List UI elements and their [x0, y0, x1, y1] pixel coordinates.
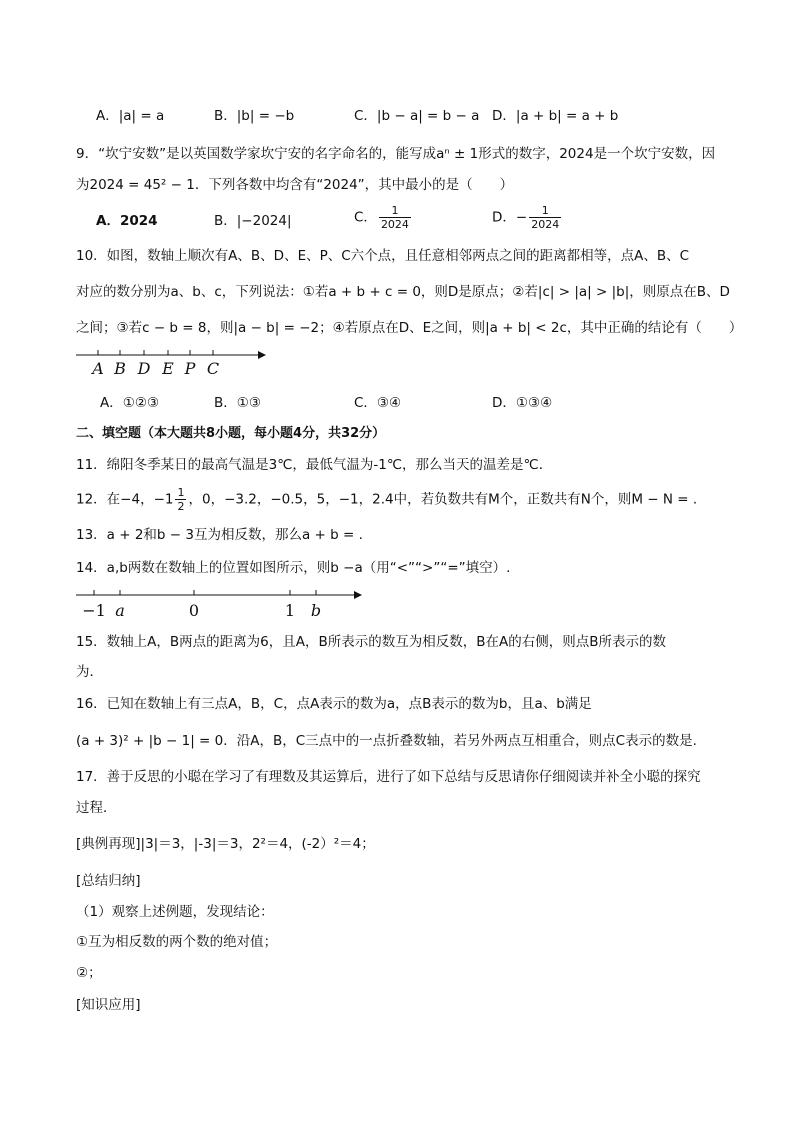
q14-axis-label: −1: [82, 601, 106, 620]
q14-axis-label: 0: [188, 601, 200, 620]
fraction-denominator: 2024: [531, 218, 560, 231]
q17-example: [典例再现]|3|＝3，|-3|＝3，2²＝4，(-2）²＝4；: [76, 836, 375, 852]
q10-axis-arrow: [258, 351, 266, 359]
q10-axis-label: D: [137, 359, 151, 378]
q9-option-d: [492, 204, 563, 231]
q17-item-1: （1）观察上述例题，发现结论：: [76, 904, 274, 920]
q10-axis-label: E: [162, 359, 174, 378]
q17-line-2: 过程．: [76, 800, 117, 816]
q14-axis-label: b: [310, 601, 322, 620]
q14-axis-label: 1: [284, 601, 296, 620]
q14-axis-arrow: [354, 591, 362, 599]
q9-line-2: 为2024 = 45² − 1．下列各数中均含有“2024”，其中最小的是（ ）: [76, 177, 514, 193]
q16-line-1: 16．已知在数轴上有三点A，B，C，点A表示的数为a，点B表示的数为b，且a、b满足: [76, 696, 592, 712]
section-2-heading: 二、填空题（本大题共8小题，每小题4分，共32分）: [76, 426, 386, 441]
q8-option-d: D．|a + b| = a + b: [492, 108, 619, 124]
q17-summary-heading: [总结归纳]: [76, 873, 141, 889]
q10-axis-label: P: [184, 359, 196, 378]
q14-text: 14．a,b两数在数轴上的位置如图所示，则b −a（用“<”“>”“=”填空）.: [76, 560, 511, 576]
q10-axis-label: B: [114, 359, 126, 378]
q9-option-c-fraction: [379, 204, 411, 231]
q9-option-d-fraction: [529, 204, 561, 231]
q14-number-line: [76, 586, 376, 620]
q16-line-2: (a + 3)² + |b − 1| = 0．沿A，B，C三点中的一点折叠数轴，若另外两点互相重合，则点C表示的数是.: [76, 733, 697, 749]
q12-suffix: ，0，−3.2，−0.5，5，−1，2.4中，若负数共有M个，正数共有N个，则M − N = .: [188, 491, 698, 508]
q9-option-c-prefix: C．: [354, 209, 377, 226]
q15-line-1: 15．数轴上A，B两点的距离为6，且A，B所表示的数互为相反数，B在A的右侧，则点B所表示的数: [76, 634, 667, 650]
fraction-numerator: 1: [379, 204, 411, 218]
q15-line-2: 为．: [76, 664, 103, 680]
q12-text: [76, 486, 697, 513]
q9-option-d-prefix: D．−: [492, 209, 528, 226]
fraction-denominator: 2024: [380, 218, 409, 231]
q10-option-d: D．①③④: [492, 395, 553, 411]
fraction-numerator: 1: [529, 204, 561, 218]
q8-option-c: C．|b − a| = b − a: [354, 108, 480, 124]
q8-option-a: A．|a| = a: [96, 108, 165, 124]
q10-option-c: C．③④: [354, 395, 402, 411]
q11-text: 11．绵阳冬季某日的最高气温是3℃，最低气温为-1℃，那么当天的温差是℃．: [76, 457, 553, 473]
q9-line-1: 9．“坎宁安数”是以英国数学家坎宁安的名字命名的，能写成aⁿ ± 1形式的数字，2024是一个坎宁安数，因: [76, 146, 716, 162]
q10-number-line: [76, 344, 276, 378]
q9-option-c: [354, 204, 413, 231]
fraction-denominator: 2: [177, 500, 185, 513]
q12-fraction: [175, 486, 186, 513]
q9-option-b: B．|−2024|: [214, 213, 292, 229]
q10-axis-label: A: [92, 359, 104, 378]
q10-line-1: 10．如图，数轴上顺次有A、B、D、E、P、C六个点，且任意相邻两点之间的距离都相等，点A、B、C: [76, 248, 690, 264]
q10-axis-label: C: [206, 359, 220, 378]
fraction-numerator: 1: [177, 486, 185, 499]
q17-apply-heading: [知识应用]: [76, 997, 141, 1013]
q13-text: 13．a + 2和b − 3互为相反数，那么a + b = .: [76, 527, 363, 543]
q10-option-b: B．①③: [214, 395, 261, 411]
q17-line-1: 17．善于反思的小聪在学习了有理数及其运算后，进行了如下总结与反思请你仔细阅读并补全小聪的探究: [76, 769, 701, 785]
q9-option-a: A．2024: [96, 213, 158, 229]
q10-line-2: 对应的数分别为a、b、c，下列说法：①若a + b + c = 0，则D是原点；②若|c| > |a| > |b|，则原点在B、D: [76, 284, 730, 300]
q17-item-3: ②；: [76, 965, 102, 981]
q8-option-b: B．|b| = −b: [214, 108, 295, 124]
q12-prefix: 12．在−4，−1: [76, 491, 174, 508]
q10-line-3: 之间；③若c − b = 8，则|a − b| = −2；④若原点在D、E之间，则|a + b| < 2c，其中正确的结论有（ ）: [76, 320, 743, 336]
q17-item-2: ①互为相反数的两个数的绝对值；: [76, 934, 278, 950]
q10-option-a: A．①②③: [100, 395, 160, 411]
q14-axis-label: a: [115, 601, 125, 620]
